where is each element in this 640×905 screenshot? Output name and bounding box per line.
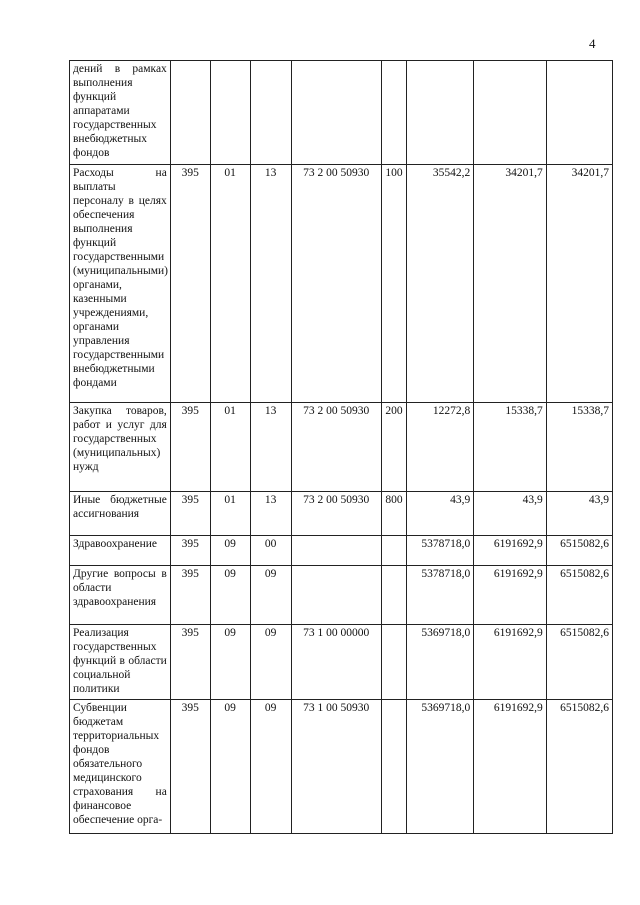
vr-code: 200 — [381, 403, 406, 492]
amount-year-3: 15338,7 — [546, 403, 612, 492]
amount-year-2: 6191692,9 — [474, 536, 546, 566]
gr-code: 395 — [170, 492, 210, 536]
pr-code: 13 — [250, 165, 291, 403]
csr-code: 73 2 00 50930 — [291, 165, 381, 403]
rz-code: 09 — [210, 625, 250, 700]
vr-code — [381, 536, 406, 566]
table-row — [70, 700, 613, 834]
rz-code: 01 — [210, 492, 250, 536]
table-row — [70, 536, 613, 566]
amount-year-2: 34201,7 — [474, 165, 546, 403]
row-name: Субвенции бюджетам территориальных фондов обязательного медицинского страхования на финансовое обеспечение орга- — [70, 700, 171, 834]
vr-code — [381, 566, 406, 625]
amount-year-2: 6191692,9 — [474, 566, 546, 625]
amount-year-3: 6515082,6 — [546, 700, 612, 834]
amount-year-1 — [407, 61, 474, 165]
budget-table — [69, 60, 613, 834]
csr-code: 73 2 00 50930 — [291, 492, 381, 536]
gr-code: 395 — [170, 403, 210, 492]
row-name: Закупка товаров, работ и услуг для государственных (муниципальных) нужд — [70, 403, 171, 492]
amount-year-2: 6191692,9 — [474, 700, 546, 834]
table-row — [70, 566, 613, 625]
amount-year-1: 12272,8 — [407, 403, 474, 492]
rz-code — [210, 61, 250, 165]
gr-code: 395 — [170, 700, 210, 834]
gr-code: 395 — [170, 536, 210, 566]
amount-year-3: 34201,7 — [546, 165, 612, 403]
table-row — [70, 165, 613, 403]
amount-year-2: 43,9 — [474, 492, 546, 536]
rz-code: 01 — [210, 403, 250, 492]
amount-year-1: 35542,2 — [407, 165, 474, 403]
amount-year-3: 6515082,6 — [546, 566, 612, 625]
csr-code — [291, 566, 381, 625]
amount-year-2: 6191692,9 — [474, 625, 546, 700]
pr-code: 09 — [250, 625, 291, 700]
csr-code: 73 2 00 50930 — [291, 403, 381, 492]
table-row — [70, 61, 613, 165]
csr-code: 73 1 00 50930 — [291, 700, 381, 834]
amount-year-1: 5378718,0 — [407, 566, 474, 625]
pr-code: 00 — [250, 536, 291, 566]
amount-year-2: 15338,7 — [474, 403, 546, 492]
gr-code — [170, 61, 210, 165]
amount-year-1: 5369718,0 — [407, 625, 474, 700]
pr-code — [250, 61, 291, 165]
row-name: Реализация государственных функций в области социальной политики — [70, 625, 171, 700]
gr-code: 395 — [170, 566, 210, 625]
csr-code: 73 1 00 00000 — [291, 625, 381, 700]
rz-code: 01 — [210, 165, 250, 403]
pr-code: 13 — [250, 492, 291, 536]
rz-code: 09 — [210, 536, 250, 566]
pr-code: 09 — [250, 566, 291, 625]
row-name: дений в рамках выполнения функций аппаратами государственных внебюджетных фондов — [70, 61, 171, 165]
csr-code — [291, 61, 381, 165]
table-body — [70, 61, 613, 834]
vr-code — [381, 700, 406, 834]
vr-code — [381, 61, 406, 165]
row-name: Здравоохранение — [70, 536, 171, 566]
amount-year-3 — [546, 61, 612, 165]
vr-code — [381, 625, 406, 700]
table-row — [70, 492, 613, 536]
amount-year-3: 43,9 — [546, 492, 612, 536]
amount-year-1: 43,9 — [407, 492, 474, 536]
amount-year-3: 6515082,6 — [546, 536, 612, 566]
row-name: Другие вопросы в области здравоохранения — [70, 566, 171, 625]
pr-code: 13 — [250, 403, 291, 492]
gr-code: 395 — [170, 165, 210, 403]
amount-year-2 — [474, 61, 546, 165]
row-name: Расходы на выплаты персоналу в целях обеспечения выполнения функций государственными (муниципальными) органами, казенными учреждениями, органами управления государственными внебюджетными фондами — [70, 165, 171, 403]
rz-code: 09 — [210, 700, 250, 834]
page-number: 4 — [589, 36, 596, 51]
table-row — [70, 625, 613, 700]
csr-code — [291, 536, 381, 566]
vr-code: 100 — [381, 165, 406, 403]
gr-code: 395 — [170, 625, 210, 700]
amount-year-1: 5378718,0 — [407, 536, 474, 566]
vr-code: 800 — [381, 492, 406, 536]
pr-code: 09 — [250, 700, 291, 834]
row-name: Иные бюджетные ассигнования — [70, 492, 171, 536]
table-row — [70, 403, 613, 492]
rz-code: 09 — [210, 566, 250, 625]
amount-year-1: 5369718,0 — [407, 700, 474, 834]
amount-year-3: 6515082,6 — [546, 625, 612, 700]
